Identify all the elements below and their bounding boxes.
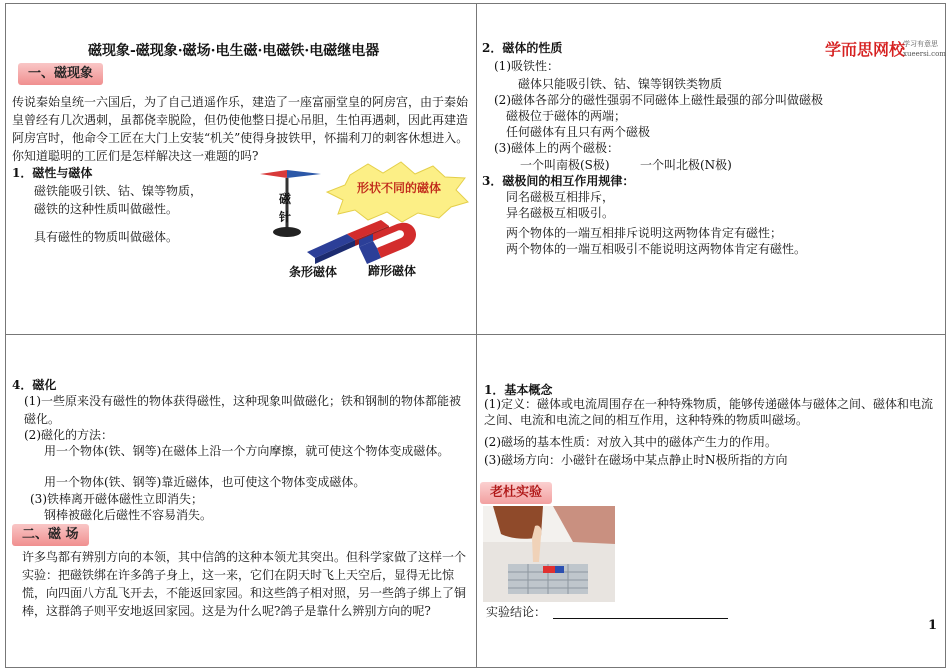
text-line: 用一个物体(铁、钢等)靠近磁体，也可使这个物体变成磁体。: [44, 475, 366, 489]
text-line: 磁极位于磁体的两端；: [506, 109, 627, 123]
needle-label-bottom: 针: [279, 210, 292, 224]
text-line: (3)铁棒离开磁体磁性立即消失；: [30, 492, 203, 506]
section-badge-magnetism: 一、磁现象: [18, 63, 103, 85]
story-paragraph: 许多鸟都有辨别方向的本领，其中信鸽的这种本领尤其突出。但科学家做了这样一个实验：把磁铁绑在许多鸽子身上，这一来，它们在阴天时飞上天空后，显得无比惊慌，向四面八方乱飞开去，不能返回家园。和这些鸽子相对照，另一些鸽子绑上了铜棒，这群鸽子则平安地返回家园。这是为什么呢?鸽子是靠什么辨别方向的呢?: [22, 550, 467, 618]
needle-south-half: [287, 170, 321, 178]
section-badge-magnetic-field: 二、磁 场: [12, 524, 89, 546]
needle-label-top: 磁: [279, 192, 292, 206]
text-line: 磁铁的这种性质叫做磁性。: [34, 202, 179, 216]
bar-magnet-label: 条形磁体: [289, 265, 338, 279]
text-line: 同名磁极互相排斥，: [506, 190, 615, 204]
text-line: 一个叫南极(S极): [520, 158, 610, 172]
text-line: (2)磁体各部分的磁性强弱不同磁体上磁性最强的部分叫做磁极: [494, 93, 824, 107]
conclusion-label: 实验结论：: [486, 605, 547, 619]
text-line: (2)磁场的基本性质：对放入其中的磁体产生力的作用。: [484, 435, 778, 449]
brand-slogan: 学习有意思: [903, 40, 938, 48]
brand-url: xueersi.com: [903, 50, 946, 58]
story-paragraph: 传说秦始皇统一六国后，为了自己逍遥作乐，建造了一座富丽堂皇的阿房宫，由于秦始皇曾经有几次遇刺，虽都侥幸脱险，但仍使他整日提心吊胆，生怕再遇刺，因此再建造阿房宫时，他命令工匠在大门上安装“机关”使得身披铁甲，怀揣利刀的刺客休想进入。你知道聪明的工匠们是怎样解决这一难题的吗?: [12, 95, 469, 163]
text-line: (1)一些原来没有磁性的物体获得磁性，这种现象叫做磁化；铁和钢制的物体都能被磁化。: [24, 394, 462, 426]
text-line: 异名磁极互相吸引。: [506, 206, 615, 220]
text-line: 磁体只能吸引铁、钴、镍等钢铁类物质: [518, 77, 723, 91]
text-line: 任何磁体有且只有两个磁极: [506, 125, 651, 139]
text-line: 磁铁能吸引铁、钴、镍等物质，: [34, 184, 203, 198]
text-line: 具有磁性的物质叫做磁体。: [34, 230, 179, 244]
text-line: 钢棒被磁化后磁性不容易消失。: [44, 508, 213, 522]
definition-text: (1)定义：磁体或电流周围存在一种特殊物质，能够传递磁体与磁体之间、磁体和电流之间、电流和电流之间的相互作用，这种特殊的物质叫磁场。: [484, 397, 934, 427]
section-heading: 1．基本概念: [484, 383, 553, 397]
experiment-photo: [483, 506, 615, 602]
conclusion-answer-blank[interactable]: [553, 617, 728, 619]
text-line: (1)吸铁性：: [494, 59, 559, 73]
section-heading: 3．磁极间的相互作用规律：: [482, 174, 635, 188]
needle-north-half: [260, 170, 287, 178]
needle-base: [273, 227, 301, 237]
horseshoe-magnet-label: 蹄形磁体: [368, 264, 417, 278]
page-number: 1: [928, 618, 938, 633]
page-title: 磁现象-磁现象·磁场·电生磁·电磁铁·电磁继电器: [88, 43, 380, 59]
callout-label: 形状不同的磁体: [357, 181, 442, 195]
brand-logo: 学而思网校: [825, 40, 906, 59]
section-heading: 2．磁体的性质: [482, 41, 563, 55]
text-line: 用一个物体(铁、钢等)在磁体上沿一个方向摩擦，就可使这个物体变成磁体。: [44, 444, 450, 458]
text-line: (3)磁场方向：小磁针在磁场中某点静止时N极所指的方向: [484, 453, 788, 467]
section-heading: 1．磁性与磁体: [12, 166, 93, 180]
text-line: (2)磁化的方法：: [24, 428, 113, 442]
section-heading: 4．磁化: [12, 378, 57, 392]
text-line: (3)磁体上的两个磁极：: [494, 141, 619, 155]
text-line: 一个叫北极(N极): [640, 158, 732, 172]
experiment-badge: 老杜实验: [480, 482, 552, 504]
text-line: 两个物体的一端互相排斥说明这两物体肯定有磁性；: [506, 226, 783, 240]
text-line: 两个物体的一端互相吸引不能说明这两物体肯定有磁性。: [506, 242, 807, 256]
